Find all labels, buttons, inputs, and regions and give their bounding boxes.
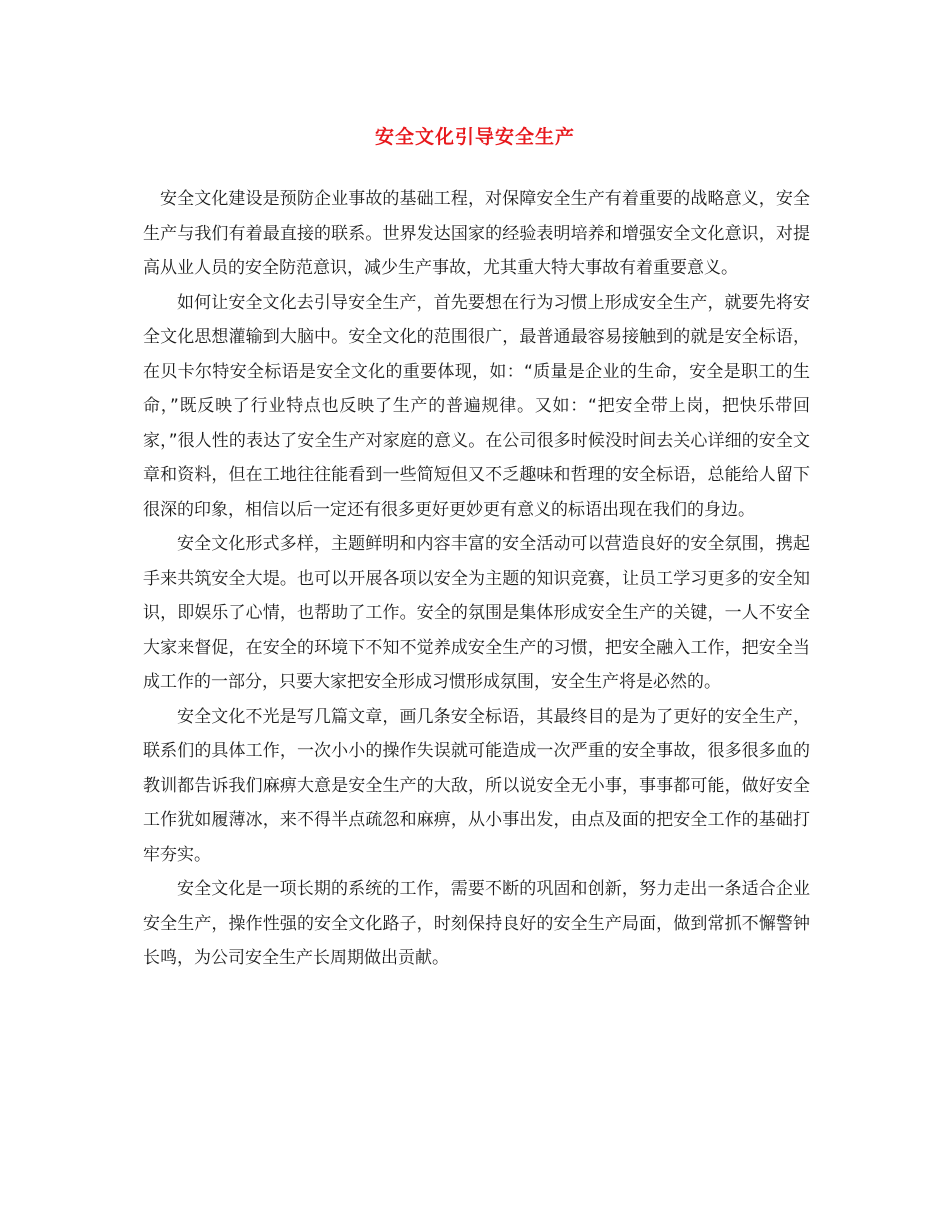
- document-body: [143, 182, 810, 976]
- paragraph-5: 安全文化是一项长期的系统的工作，需要不断的巩固和创新，努力走出一条适合企业安全生产，操作性强的安全文化路子，时刻保持良好的安全生产局面，做到常抓不懈警钟长鸣，为公司安全生产长周期做出贡献。: [143, 879, 810, 968]
- paragraph-3: 安全文化形式多样，主题鲜明和内容丰富的安全活动可以营造良好的安全氛围，携起手来共筑安全大堤。也可以开展各项以安全为主题的知识竞赛，让员工学习更多的安全知识，即娱乐了心情，也帮助了工作。安全的氛围是集体形成安全生产的关键，一人不安全大家来督促，在安全的环境下不知不觉养成安全生产的习惯，把安全融入工作，把安全当成工作的一部分，只要大家把安全形成习惯形成氛围，安全生产将是必然的。: [143, 534, 810, 692]
- document-title: 安全文化引导安全生产: [374, 126, 575, 148]
- paragraph-2: 如何让安全文化去引导安全生产，首先要想在行为习惯上形成安全生产，就要先将安全文化思想灌输到大脑中。安全文化的范围很广，最普通最容易接触到的就是安全标语，在贝卡尔特安全标语是安全文化的重要体现，如：“质量是企业的生命，安全是职工的生命，”既反映了行业特点也反映了生产的普遍规律。又如：“把安全带上岗，把快乐带回家，”很人性的表达了安全生产对家庭的意义。在公司很多时候没时间去关心详细的安全文章和资料，但在工地往往能看到一些简短但又不乏趣味和哲理的安全标语，总能给人留下很深的印象，相信以后一定还有很多更好更妙更有意义的标语出现在我们的身边。: [143, 292, 810, 520]
- paragraph-1: 安全文化建设是预防企业事故的基础工程，对保障安全生产有着重要的战略意义，安全生产与我们有着最直接的联系。世界发达国家的经验表明培养和增强安全文化意识，对提高从业人员的安全防范意识，减少生产事故，尤其重大特大事故有着重要意义。: [143, 189, 810, 278]
- paragraph-4: 安全文化不光是写几篇文章，画几条安全标语，其最终目的是为了更好的安全生产，联系们的具体工作，一次小小的操作失误就可能造成一次严重的安全事故，很多很多血的教训都告诉我们麻痹大意是安全生产的大敌，所以说安全无小事，事事都可能，做好安全工作犹如履薄冰，来不得半点疏忽和麻痹，从小事出发，由点及面的把安全工作的基础打牢夯实。: [143, 706, 810, 865]
